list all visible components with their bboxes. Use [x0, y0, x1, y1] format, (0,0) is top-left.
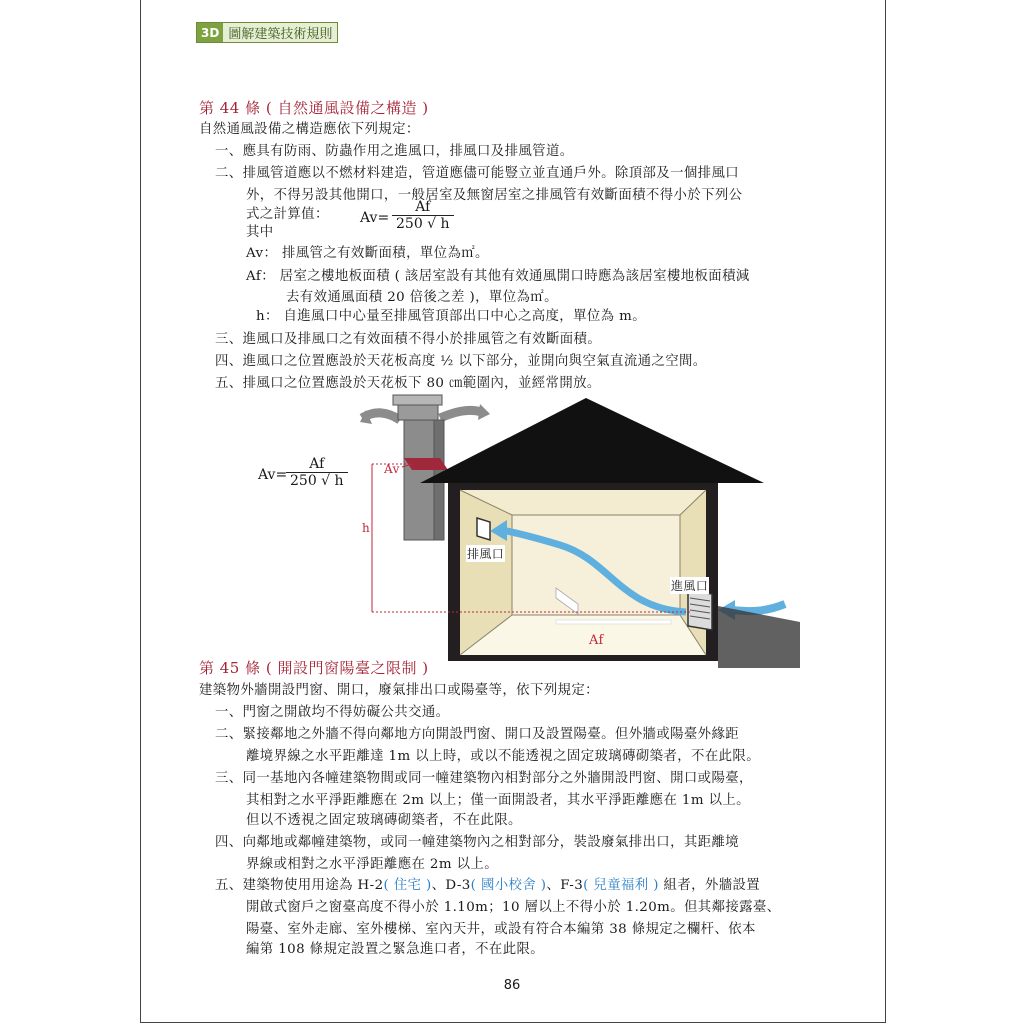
def-av-text: 排風管之有效斷面積，單位為㎡。 — [281, 246, 489, 261]
intake-label: 進風口 — [671, 579, 709, 593]
header-title: 圖解建築技術規則 — [223, 23, 337, 42]
article-44-item-2-line-2: 外，不得另設其他開口，一般居室及無窗居室之排風管有效斷面積不得小於下列公 — [246, 188, 743, 203]
def-h-text: 自進風口中心量至排風管頂部出口中心之高度，單位為 m。 — [283, 309, 647, 324]
chimney-top — [393, 395, 442, 405]
floor-area-line — [556, 620, 671, 624]
article-44-item-3: 三、進風口及排風口之有效面積不得小於排風管之有效斷面積。 — [215, 332, 602, 347]
item5-text-g: 組者，外牆設置 — [658, 878, 761, 893]
article-45-item-3-line-2: 其相對之水平淨距離應在 2m 以上；僅一面開設者，其水平淨距離應在 1m 以上。 — [246, 793, 750, 808]
article-45-item-5-line-1 — [215, 874, 760, 893]
diagram-formula-numerator: Af — [286, 456, 348, 473]
article-45-item-3-line-1: 三、同一基地內各幢建築物間或同一幢建築物內相對部分之外牆開設門窗、開口或陽臺， — [215, 771, 753, 786]
exhaust-arrow-right — [440, 410, 482, 418]
item5-text-a: 五、建築物使用用途為 H-2 — [215, 878, 384, 893]
article-44-item-4: 四、進風口之位置應設於天花板高度 ½ 以下部分，並開向與空氣直流通之空間。 — [215, 354, 707, 369]
where-label: 其中 — [246, 225, 274, 240]
item5-text-e: 、F-3 — [546, 878, 584, 893]
article-45-item-4-line-1: 四、向鄰地或鄰幢建築物，或同一幢建築物內之相對部分，裝設廢氣排出口，其距離境 — [215, 835, 740, 850]
formula-numerator: Af — [392, 199, 454, 216]
def-af-symbol: Af： — [246, 269, 275, 284]
formula-lhs: Av= — [360, 210, 390, 226]
af-label: Af — [589, 633, 604, 648]
item5-d3-note: ( 國小校舍 ) — [470, 878, 547, 893]
outside-intake-arrow — [732, 604, 785, 611]
article-44-item-5: 五、排風口之位置應設於天花板下 80 ㎝範圍內，並經常開放。 — [215, 376, 601, 391]
formula-denominator: 250 √ h — [396, 216, 450, 232]
article-44-item-2-line-1: 二、排風管道應以不燃材料建造，管道應儘可能豎立並直通戶外。除頂部及一個排風口 — [215, 166, 740, 181]
def-af-text-2: 去有效通風面積 20 倍後之差 )，單位為㎡。 — [286, 290, 558, 305]
article-45-item-5-line-3: 陽臺、室外走廊、室外樓梯、室內天井，或設有符合本編第 38 條規定之欄杆、依本 — [246, 922, 756, 937]
article-45-item-2-line-2: 離境界線之水平距離達 1m 以上時，或以不能透視之固定玻璃磚砌築者，不在此限。 — [246, 749, 760, 764]
def-av-symbol: Av： — [246, 246, 278, 261]
diagram-formula-fraction — [286, 456, 348, 489]
exhaust-arrowhead-right — [478, 404, 490, 420]
av-label: Av — [384, 462, 400, 476]
exhaust-outlet-label: 排風口 — [467, 547, 505, 561]
ground-shadow — [718, 606, 800, 668]
header-badge: 3D — [197, 23, 223, 42]
article-45-item-3-line-3: 但以不透視之固定玻璃磚砌築者，不在此限。 — [246, 813, 522, 828]
article-45-item-5-line-4: 編第 108 條規定設置之緊急進口者，不在此限。 — [246, 942, 545, 957]
article-45-title: 第 45 條 ( 開設門窗陽臺之限制 ) — [199, 659, 429, 677]
article-44-item-1: 一、應具有防雨、防蟲作用之進風口，排風口及排風管道。 — [215, 144, 574, 159]
def-af-text-1: 居室之樓地板面積 ( 該居室設有其他有效通風開口時應為該居室樓地板面積減 — [279, 269, 750, 284]
article-44-item-2-line-3: 式之計算值： — [246, 207, 329, 222]
article-44-intro: 自然通風設備之構造應依下列規定： — [199, 122, 420, 137]
article-45-item-1: 一、門窗之開啟均不得妨礙公共交通。 — [215, 705, 450, 720]
article-45-item-5-line-2: 開啟式窗戶之窗臺高度不得小於 1.10m；10 層以上不得小於 1.20m。但其鄰接露臺、 — [246, 900, 781, 915]
article-45-item-2-line-1: 二、緊接鄰地之外牆不得向鄰地方向開設門窗、開口及設置陽臺。但外牆或陽臺外緣距 — [215, 727, 740, 742]
article-45-item-4-line-2: 界線或相對之水平淨距離應在 2m 以上。 — [246, 857, 498, 872]
intake-grille — [688, 590, 712, 630]
article-44-title: 第 44 條 ( 自然通風設備之構造 ) — [199, 99, 429, 117]
item5-f3-note: ( 兒童福利 ) — [583, 878, 659, 893]
exhaust-outlet — [477, 518, 490, 540]
def-h-symbol: h： — [256, 309, 279, 324]
h-label: h — [362, 521, 371, 535]
chimney-cap — [398, 405, 438, 420]
diagram-formula-lhs: Av= — [258, 467, 288, 483]
item5-text-c: 、D-3 — [431, 878, 471, 893]
article-45-intro: 建築物外牆開設門窗、開口，廢氣排出口或陽臺等，依下列規定： — [199, 683, 599, 698]
item5-h2-note: ( 住宅 ) — [383, 878, 432, 893]
page-number: 86 — [503, 978, 521, 993]
diagram-formula-denominator: 250 √ h — [290, 473, 344, 489]
